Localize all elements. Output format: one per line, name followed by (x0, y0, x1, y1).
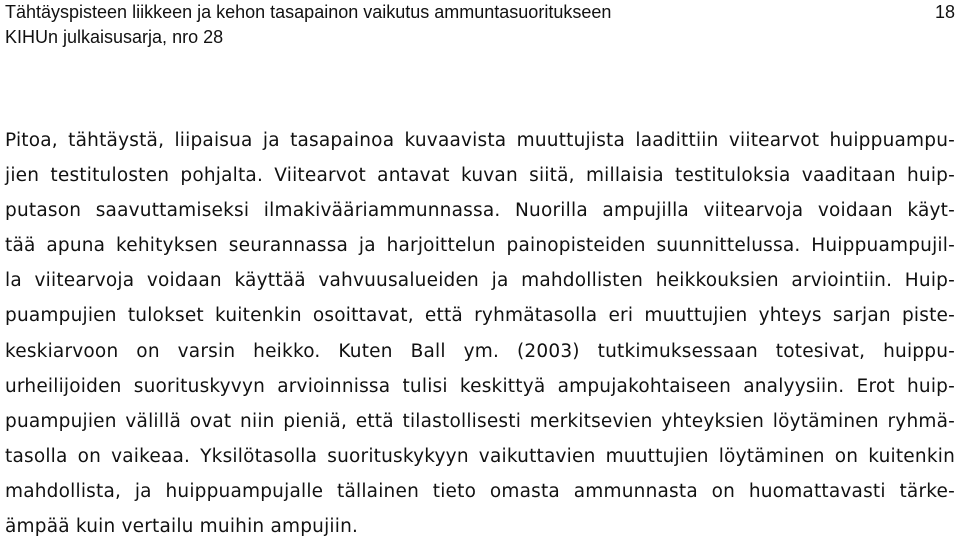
paragraph-line: tasolla on vaikeaa. Yksilötasolla suorituskykyyn vaikuttavien muuttujien löytäminen on kuitenkin (5, 445, 955, 467)
paragraph-line: keskiarvoon on varsin heikko. Kuten Ball ym. (2003) tutkimuksessaan totesivat, huippu- (5, 340, 955, 362)
paragraph-line: tää apuna kehityksen seurannassa ja harjoittelun painopisteiden suunnittelussa. Huippuampujil- (5, 235, 955, 257)
paragraph-line: jien testitulosten pohjalta. Viitearvot antavat kuvan siitä, millaisia testituloksia vaaditaan huip- (5, 165, 955, 187)
paragraph-line: Pitoa, tähtäystä, liipaisua ja tasapainoa kuvaavista muuttujista laadittiin viitearvot huippuampu- (5, 130, 955, 151)
paragraph-line: la viitearvoja voidaan käyttää vahvuusalueiden ja mahdollisten heikkouksien arviointiin. Huip- (5, 270, 955, 292)
paragraph-line: puampujien tulokset kuitenkin osoittavat, että ryhmätasolla eri muuttujien yhteys sarjan piste- (5, 305, 955, 327)
paragraph-line: mahdollista, ja huippuampujalle tällainen tieto omasta ammunnasta on huomattavasti tärke- (5, 480, 955, 502)
page-number: 18 (934, 2, 955, 22)
paragraph-line: ämpää kuin vertailu muihin ampujiin. (5, 516, 359, 538)
page-header (5, 0, 955, 50)
publication-series: KIHUn julkaisusarja, nro 28 (5, 27, 224, 47)
paragraph-line: putason saavuttamiseksi ilmakivääriammunnassa. Nuorilla ampujilla viitearvoja voidaan käyt- (5, 200, 955, 222)
paragraph-line: puampujien välillä ovat niin pieniä, että tilastollisesti merkitsevien yhteyksien löytäminen ryhmä- (5, 410, 955, 432)
body-paragraph (5, 123, 955, 544)
report-title: Tähtäyspisteen liikkeen ja kehon tasapainon vaikutus ammuntasuoritukseen (5, 2, 612, 22)
paragraph-line: urheilijoiden suorituskyvyn arvioinnissa tulisi keskittyä ampujakohtaiseen analyysiin. Erot huip- (5, 375, 955, 397)
